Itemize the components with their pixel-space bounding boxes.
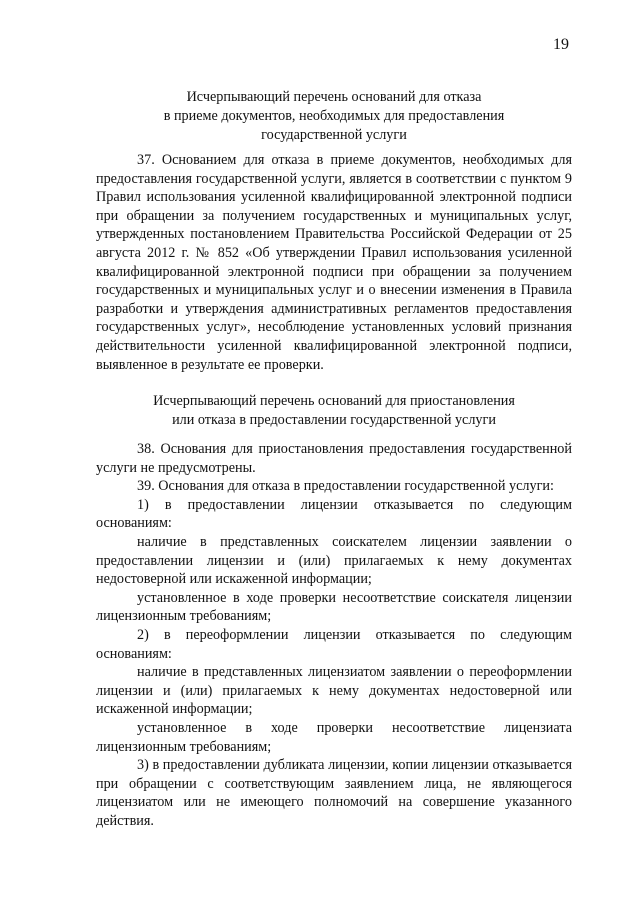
section-2-body [96, 440, 572, 830]
list-item-1-ground-a [96, 533, 572, 589]
list-item-2-ground-b [96, 719, 572, 756]
paragraph-text: установленное в ходе проверки несоответствие лицензиата лицензионным требованиям; [96, 719, 572, 755]
section-1-heading-line: Исчерпывающий перечень оснований для отказа [186, 89, 482, 105]
list-item-1-ground-b [96, 589, 572, 626]
list-item-3 [96, 756, 572, 830]
paragraph-text: установленное в ходе проверки несоответствие соискателя лицензии лицензионным требованиям; [96, 589, 572, 625]
section-1-heading-line: государственной услуги [261, 127, 407, 143]
paragraph-text: 3) в предоставлении дубликата лицензии, копии лицензии отказывается при обращении с соответствующим заявлением лица, не являющегося лицензиатом или не имеющего полномочий на совершение указанного действия. [96, 757, 572, 829]
paragraph-37 [96, 151, 572, 374]
paragraph-38 [96, 440, 572, 477]
section-1-heading [96, 88, 572, 145]
page-number: 19 [553, 36, 569, 53]
list-item-2-ground-a [96, 663, 572, 719]
section-1-heading-line: в приеме документов, необходимых для предоставления [163, 108, 505, 124]
paragraph-text: 2) в переоформлении лицензии отказывается по следующим основаниям: [96, 626, 572, 662]
section-2-heading-line: или отказа в предоставлении государственной услуги [172, 412, 496, 428]
paragraph-text: 1) в предоставлении лицензии отказывается по следующим основаниям: [96, 496, 572, 532]
section-2-heading [96, 392, 572, 430]
list-item-2 [96, 626, 572, 663]
paragraph-text: 39. Основания для отказа в предоставлении государственной услуги: [137, 478, 554, 495]
paragraph-39 [96, 477, 572, 496]
paragraph-text: наличие в представленных лицензиатом заявлении о переоформлении лицензии и (или) прилагаемых к нему документах недостоверной или искаженной информации; [96, 664, 572, 718]
paragraph-text: 38. Основания для приостановления предоставления государственной услуги не предусмотрены. [96, 441, 572, 476]
section-2-heading-line: Исчерпывающий перечень оснований для приостановления [153, 393, 515, 409]
section-1-body [96, 151, 572, 374]
paragraph-text: наличие в представленных соискателем лицензии заявлении о предоставлении лицензии и (или) прилагаемых к нему документах недостоверной или искаженной информации; [96, 533, 572, 588]
list-item-1 [96, 496, 572, 533]
paragraph-text: 37. Основанием для отказа в приеме документов, необходимых для предоставления государственной услуги, является в соответствии с пунктом 9 Правил использования усиленной квалифицированной электронной подписи при обращении за получением государственных и муниципальных услуг, утвержденных постановлением Правительства Российской Федерации от 25 августа 2012 г. № 852 «Об утверждении Правил использования усиленной квалифицированной электронной подписи при обращении за получением государственных и муниципальных услуг и о внесении изменения в Правила разработки и утверждения административных регламентов предоставления государственных услуг», несоблюдение установленных условий признания действительности усиленной квалифицированной электронной подписи, выявленное в результате ее проверки. [96, 152, 572, 373]
